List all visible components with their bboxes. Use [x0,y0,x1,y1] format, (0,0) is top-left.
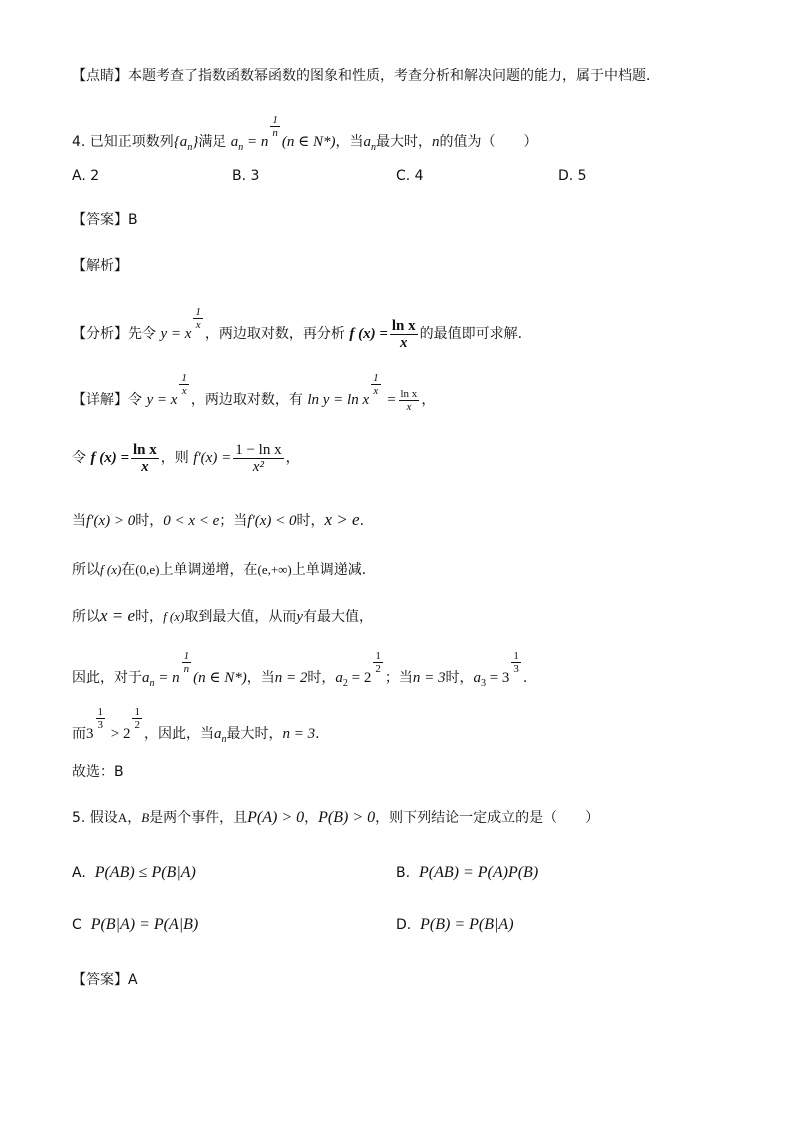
derivative-fraction: $\frac{\text{1 − ln x}}{\text{x²}}$ [235,441,282,475]
q4-detail: 【详解】令 y = x $\frac{1}{x}$ ，两边取对数，有 ln y = ln x $\frac{1}{x}$ = $\frac{\text{ln x}}{x}$ ， [72,372,436,413]
exponent-fraction: $\frac{1}{n}$ [272,114,278,139]
question-4-stem: 4. 已知正项数列$\{a_n\}$满足 $a_n = n$ $\frac{1}{n}$ (n ∈ N*)，当$a_n$最大时，n的值为（ ） [72,114,538,153]
q5-option-d: D. P(B) = P(B|A) [396,916,514,933]
lnx-over-x-fraction: $\frac{\text{ln x}}{x}$ [391,317,416,351]
q4-option-c: C. 4 [396,168,424,184]
q5-option-a: A. P(AB) ≤ P(B|A) [72,864,196,881]
q4-conclusion: 故选：B [72,764,124,780]
q4-fenxi: 【分析】先令 y = x $\frac{1}{x}$ ，两边取对数，再分析 f (x) = $\frac{\text{ln x}}{x}$ 的最值即可求解. [72,306,523,351]
q4-answer: 【答案】B [72,212,138,228]
q4-define-f: 令 f (x) = $\frac{\text{ln x}}{x}$ ，则 f′(x) = $\frac{\text{1 − ln x}}{\text{x²}}$ ， [72,441,300,475]
q5-option-c: C P(B|A) = P(A|B) [72,916,199,933]
q5-option-b: B. P(AB) = P(A)P(B) [396,864,539,881]
q5-answer: 【答案】A [72,972,138,988]
q4-sign-analysis: 当f′(x) > 0时，0 < x < e；当f′(x) < 0时，x > e. [72,510,365,529]
question-5-stem: 5. 假设A，B是两个事件，且P(A) > 0，P(B) > 0，则下列结论一定成立的是（ ） [72,809,600,826]
q4-option-b: B. 3 [232,168,260,184]
q4-substitution: 因此，对于$a_n = n$ $\frac{1}{n}$ (n ∈ N*)，当n = 2时，$a_2 = 2$ $\frac{1}{2}$ ；当n = 3时，$a_3 = 3$ $\frac{1}{3}$ . [72,650,528,689]
q4-monotonicity: 所以f (x)在(0,e)上单调递增，在(e,+∞)上单调递减. [72,562,367,578]
q4-option-a: A. 2 [72,168,100,184]
dianjing-note: 【点睛】本题考查了指数函数幂函数的图象和性质，考查分析和解决问题的能力，属于中档题． [72,68,660,84]
q4-option-d: D. 5 [558,168,587,184]
q4-jiexi-heading: 【解析】 [72,258,128,274]
q4-maximum: 所以x = e时，f (x)取到最大值，从而y有最大值， [72,606,374,625]
q4-comparison: 而3 $\frac{1}{3}$ > 2 $\frac{1}{2}$ ，因此，当$a_n$最大时，n = 3. [72,706,320,745]
